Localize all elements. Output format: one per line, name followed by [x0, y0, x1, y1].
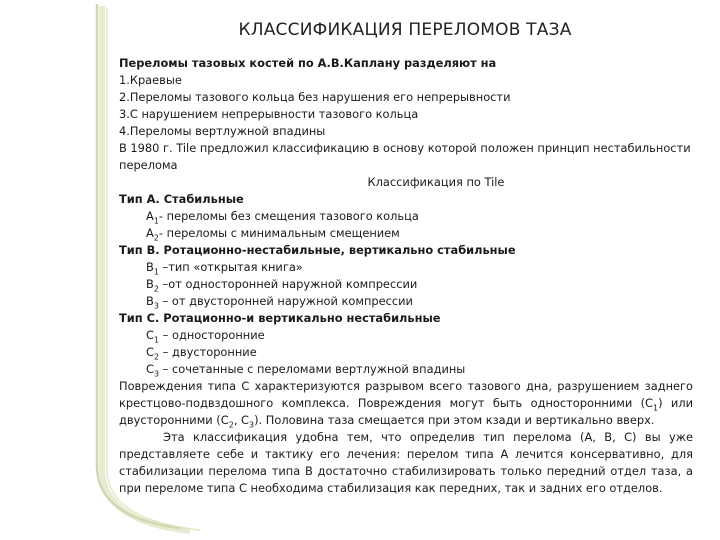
tile-heading: Классификация по Tile	[367, 175, 505, 189]
type-b-item: $В_1$ –тип «открытая книга»	[146, 260, 303, 277]
type-b-title: Тип В. Ротационно-нестабильные, вертикально стабильные	[119, 243, 516, 257]
type-c-item: $С_3$ – сочетанные с переломами вертлужной впадины	[146, 362, 466, 379]
kaplan-item: 2.Переломы тазового кольца без нарушения его непрерывности	[119, 90, 511, 104]
kaplan-item: 1.Краевые	[119, 73, 182, 87]
kaplan-item: 4.Переломы вертлужной впадины	[119, 124, 326, 138]
kaplan-intro: Переломы тазовых костей по А.В.Каплану разделяют на	[119, 56, 497, 70]
kaplan-item: 3.С нарушением непрерывности тазового кольца	[119, 107, 419, 121]
type-c-item: $С_2$ – двусторонние	[146, 345, 257, 362]
document-body	[119, 55, 693, 497]
type-b-item: $В_2$ –от односторонней наружной компрессии	[146, 277, 418, 294]
type-a-item: $А_1-$ переломы без смещения тазового кольца	[146, 209, 419, 226]
type-c-item: $С_1$ – односторонние	[146, 328, 265, 345]
classification-conclusion: Эта классификация удобна тем, что определив тип перелома (А, В, С) вы уже представляете себе и тактику его лечения: перелом типа А лечится консервативно, для стабилизации перелома типа В достаточно стабилизировать только передний отдел таза, а при переломе типа С необходима стабилизация как передних, так и задних его отделов.	[119, 430, 693, 495]
page-title: КЛАССИФИКАЦИЯ ПЕРЕЛОМОВ ТАЗА	[238, 20, 572, 40]
type-c-description: Повреждения типа С характеризуются разрывом всего тазового дна, разрушением заднего крестцово-подвздошного комплекса. Повреждения могут быть односторонними $(С_1)$ или двусторонними ($С_2$, $С_3$). Половина таза смещается при этом кзади и вертикально вверх.	[119, 379, 694, 430]
type-a-title: Тип А. Стабильные	[119, 192, 244, 206]
type-a-item: $А_2-$ переломы с минимальным смещением	[146, 226, 400, 243]
type-b-item: $В_3$ – от двусторонней наружной компрессии	[146, 294, 413, 311]
type-c-title: Тип С. Ротационно-и вертикально нестабильные	[119, 311, 441, 325]
tile-intro: В 1980 г. Tile предложил классификацию в основу которой положен принцип нестабильности перелома	[119, 141, 691, 172]
